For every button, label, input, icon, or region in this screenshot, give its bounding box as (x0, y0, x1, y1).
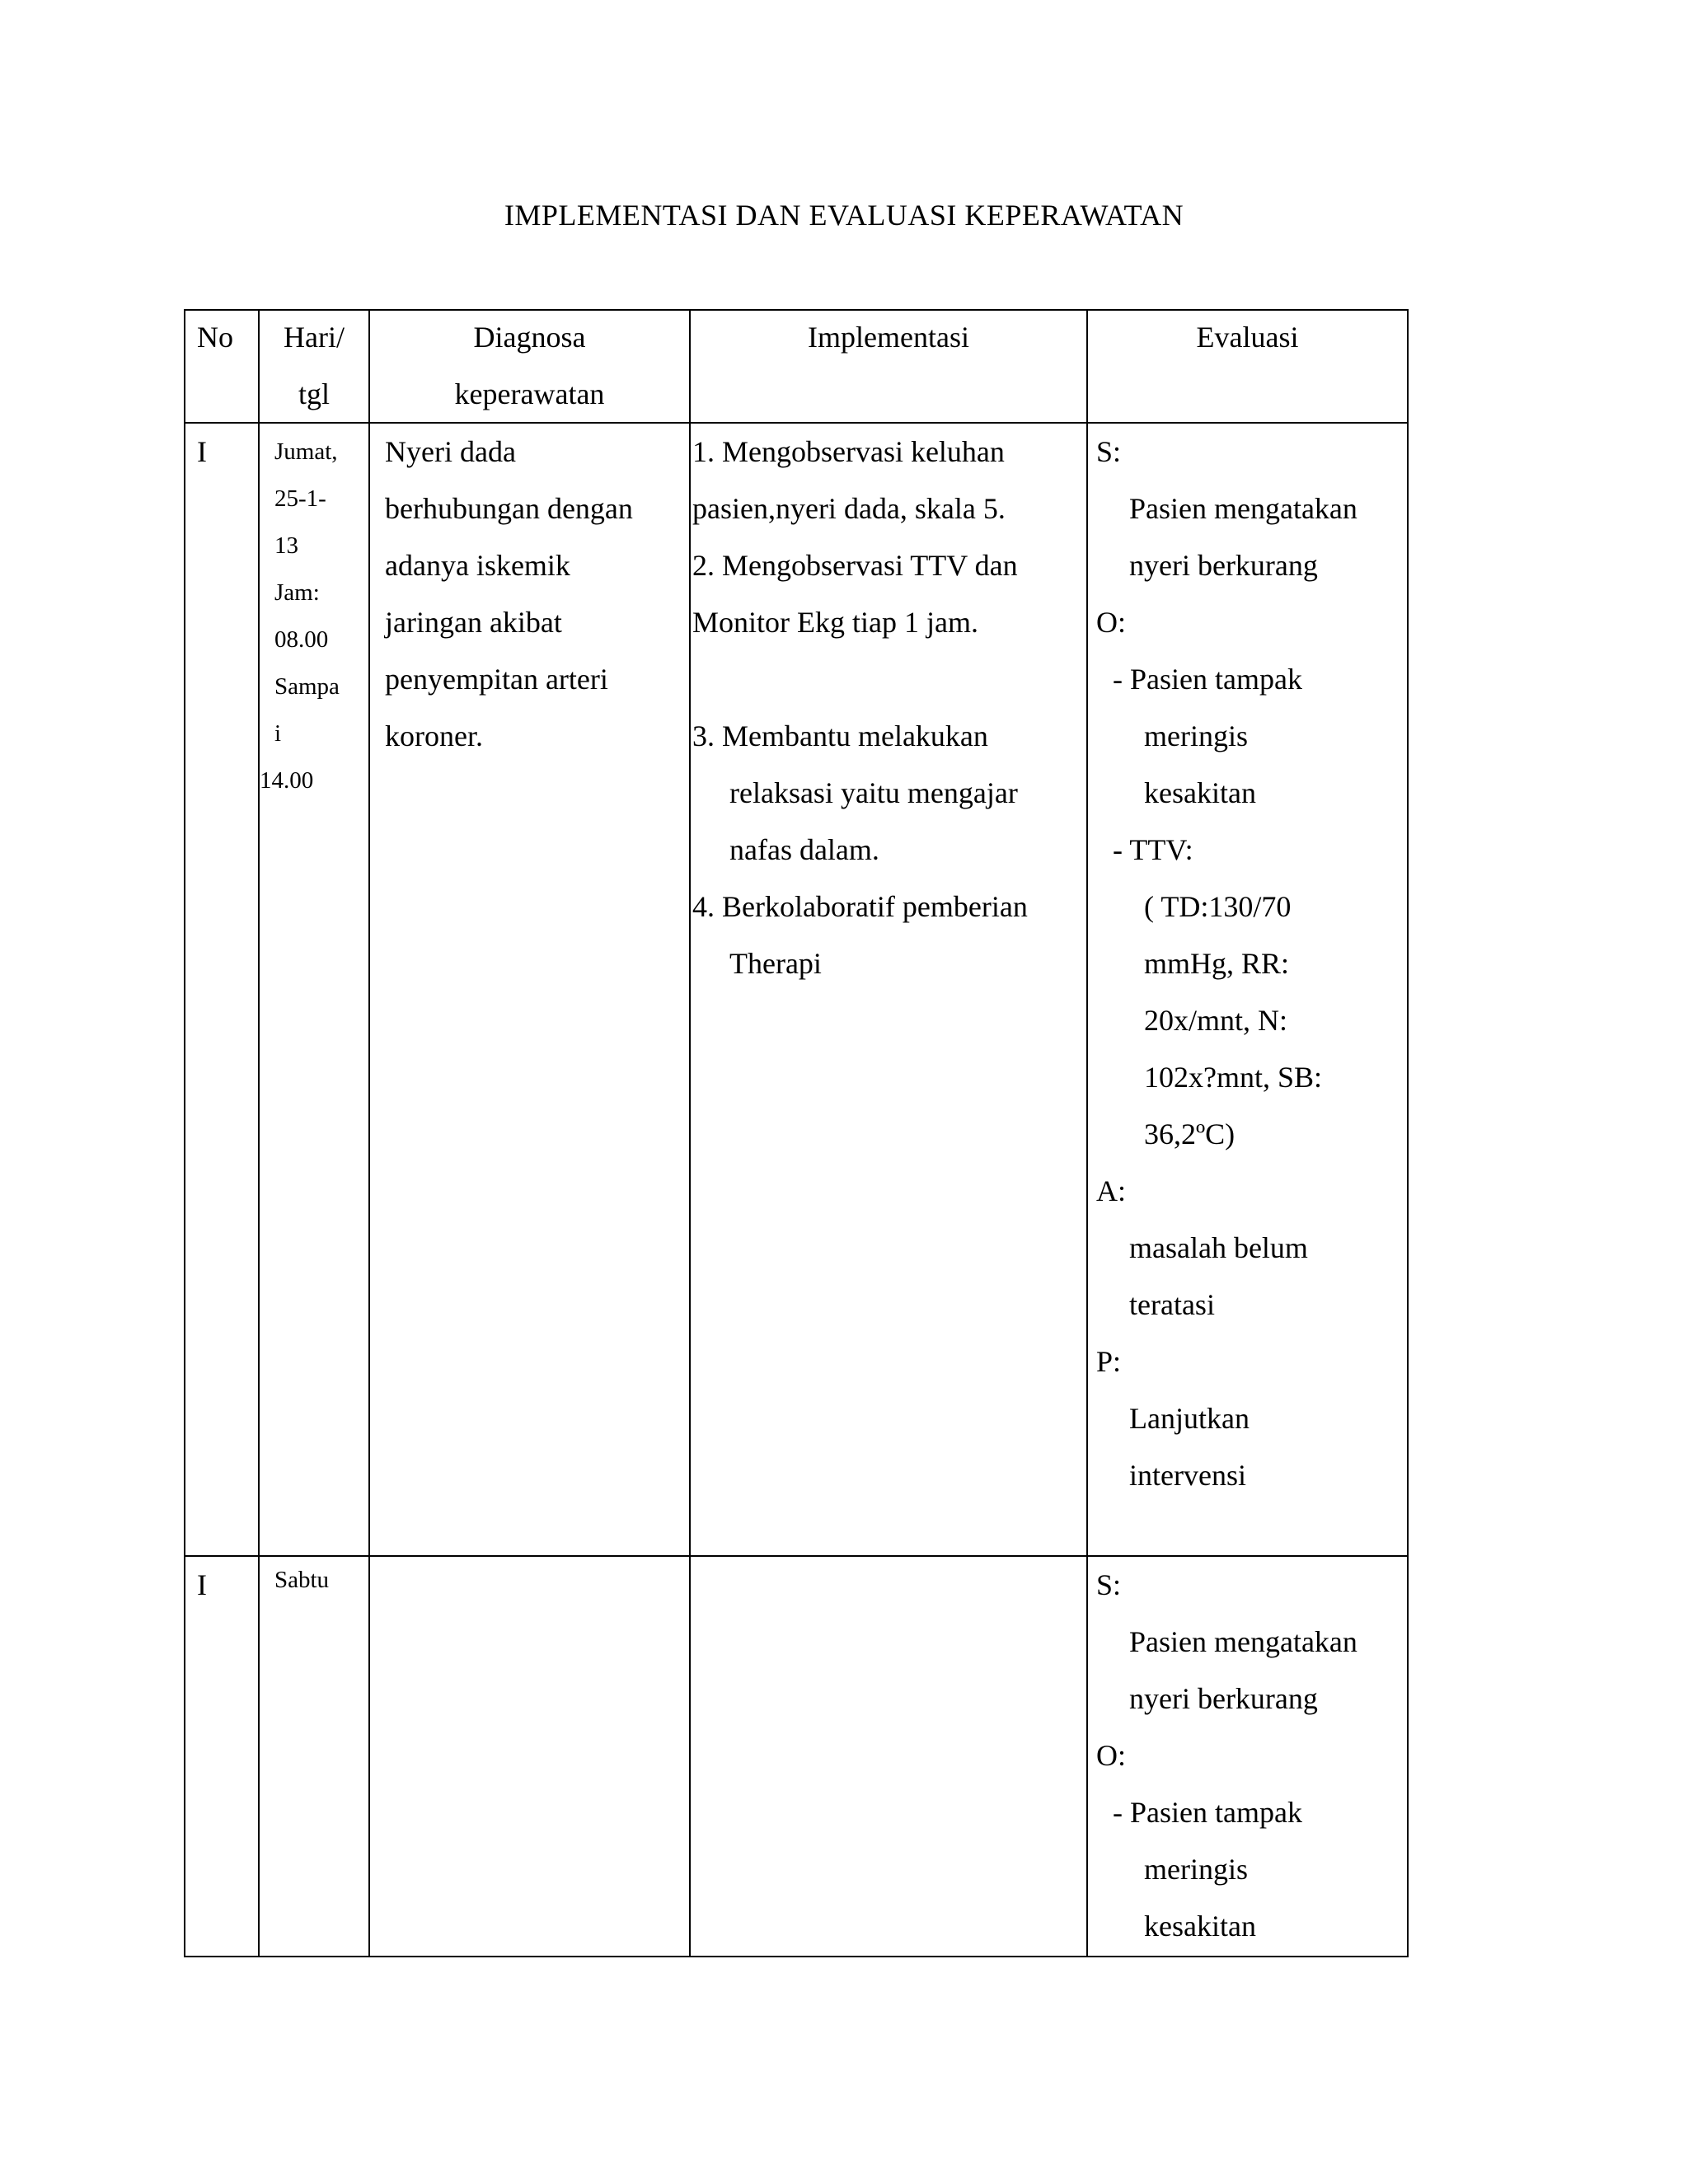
impl-item-3: 3. Membantu melakukan (692, 719, 988, 752)
soap-a-label: A: (1096, 1174, 1126, 1207)
row2-date: Sabtu (274, 1567, 330, 1593)
soap-o-label: O: (1096, 1739, 1126, 1772)
blank-line (692, 651, 1086, 708)
row1-implementasi: 1. Mengobservasi keluhan pasien,nyeri dada, skala 5. 2. Mengobservasi TTV dan Monitor Ekg tiap 1 jam. 3. Membantu melakukan relaksasi yaitu mengajar nafas dalam. 4. Berkolaboratif pemberian Therapi (692, 424, 1086, 992)
row2-evaluasi: S: Pasien mengatakan nyeri berkurang O: - Pasien tampak meringis kesakitan (1096, 1557, 1407, 1955)
soap-p-label: P: (1096, 1345, 1122, 1378)
header-no: No (197, 321, 233, 354)
row1-evaluasi: S: Pasien mengatakan nyeri berkurang O: - Pasien tampak meringis kesakitan - TTV: ( TD:130/70 mmHg, RR: 20x/mnt, N: 102x?mnt, SB: 36,2ºC) A: masalah belum teratasi P: Lanjutkan intervensi (1096, 424, 1407, 1504)
column-divider-4 (1086, 309, 1088, 1957)
impl-item-1: 1. Mengobservasi keluhan (692, 435, 1005, 468)
row1-no: I (197, 435, 207, 468)
column-divider-2 (368, 309, 370, 1957)
header-evaluasi: Evaluasi (1196, 321, 1299, 354)
row1-diagnosa: Nyeri dada berhubungan dengan adanya iskemik jaringan akibat penyempitan arteri koroner. (385, 435, 633, 752)
impl-item-2: 2. Mengobservasi TTV dan (692, 549, 1018, 582)
column-divider-3 (689, 309, 691, 1957)
soap-s-label: S: (1096, 1568, 1122, 1601)
header-implementasi: Implementasi (808, 321, 969, 354)
soap-o-label: O: (1096, 606, 1126, 639)
soap-s-label: S: (1096, 435, 1122, 468)
nursing-table (184, 309, 1409, 1957)
page-title: IMPLEMENTASI DAN EVALUASI KEPERAWATAN (504, 199, 1184, 232)
row1-date: Jumat, 25-1- 13 Jam: 08.00 Sampa i 14.00 (260, 438, 340, 794)
row2-no: I (197, 1568, 207, 1601)
header-diagnosa: Diagnosa keperawatan (454, 321, 605, 410)
column-divider-1 (258, 309, 260, 1957)
header-hari-tgl: Hari/ tgl (284, 321, 345, 410)
impl-item-4: 4. Berkolaboratif pemberian (692, 890, 1028, 923)
